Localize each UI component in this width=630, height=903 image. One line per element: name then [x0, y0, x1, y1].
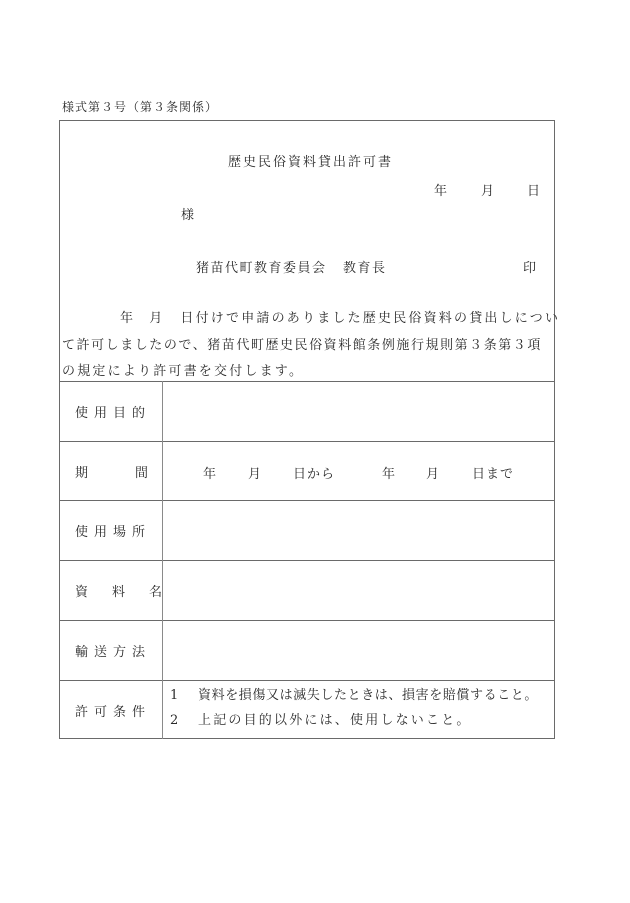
purpose-field[interactable] — [163, 382, 555, 441]
row-label-material-name: 資料名 — [75, 585, 187, 600]
issuer-name: 猪苗代町教育委員会 — [196, 261, 327, 276]
period-to-day-label: 日まで — [472, 467, 515, 482]
body-month-label: 月 — [149, 311, 165, 326]
issuer-title: 教育長 — [343, 261, 387, 276]
issue-date-year-label: 年 — [434, 184, 448, 199]
row-label-location: 使用場所 — [75, 525, 152, 540]
condition-item — [170, 684, 538, 703]
form-number: 様式第３号（第３条関係） — [62, 100, 219, 114]
body-line-1-text: 日付けで申請のありました歴史民俗資料の貸出しについ — [180, 311, 561, 326]
seal-mark: 印 — [523, 261, 537, 276]
transport-method-field[interactable] — [163, 621, 555, 680]
body-text-line-1 — [62, 307, 560, 326]
document-title: 歴史民俗資料貸出許可書 — [228, 155, 394, 170]
row-label-transport-method: 輸送方法 — [75, 645, 152, 660]
period-to-month-label: 月 — [426, 467, 440, 482]
row-label-permit-conditions: 許可条件 — [75, 704, 152, 720]
period-from-month-label: 月 — [248, 467, 262, 482]
period-from-year-label: 年 — [203, 467, 217, 482]
condition-number: 1 — [170, 688, 179, 703]
body-year-label: 年 — [120, 311, 136, 326]
issue-date-day-label: 日 — [527, 184, 541, 199]
period-to-year-label: 年 — [382, 467, 396, 482]
issue-date-month-label: 月 — [481, 184, 495, 199]
row-label-period: 期 間 — [75, 466, 148, 481]
body-text-line-2: て許可しましたので、猪苗代町歴史民俗資料館条例施行規則第３条第３項 — [62, 338, 542, 353]
condition-text: 上記の目的以外には、使用しないこと。 — [198, 713, 472, 728]
period-from-day-label: 日から — [293, 467, 336, 482]
material-name-field[interactable] — [163, 561, 555, 620]
row-label-purpose: 使用目的 — [75, 406, 152, 421]
addressee-suffix: 様 — [181, 208, 195, 223]
body-text-line-3: の規定により許可書を交付します。 — [62, 364, 305, 379]
location-field[interactable] — [163, 501, 555, 560]
condition-number: 2 — [170, 713, 181, 728]
condition-item — [170, 709, 472, 728]
condition-text: 資料を損傷又は滅失したときは、損害を賠償すること。 — [198, 688, 539, 703]
